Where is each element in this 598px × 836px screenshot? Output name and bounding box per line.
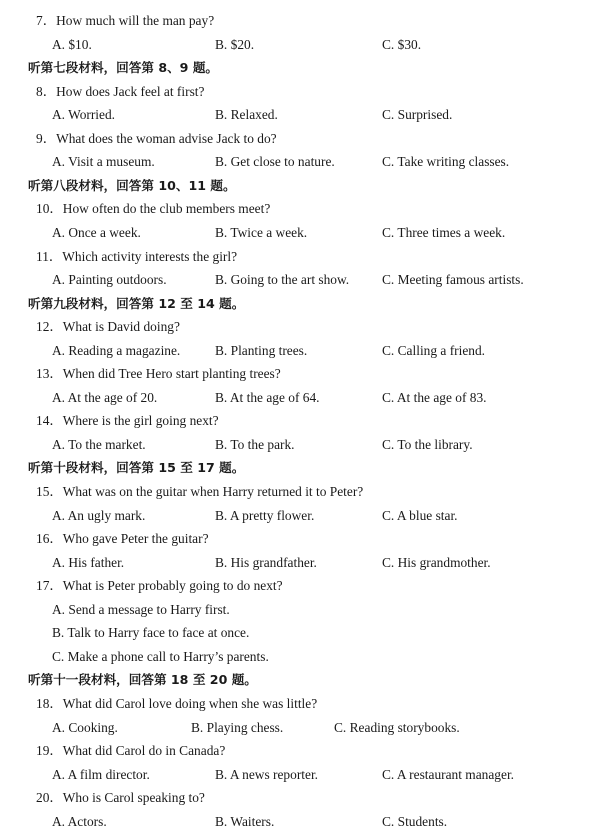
answer-option: A. Once a week.	[52, 225, 141, 240]
question-text: 7．How much will the man pay?	[36, 13, 215, 28]
answer-option: C. Make a phone call to Harry’s parents.	[52, 649, 269, 664]
answer-option: C. Three times a week.	[382, 225, 506, 240]
answer-option: C. $30.	[382, 37, 422, 52]
answer-option: B. To the park.	[215, 437, 295, 452]
answer-option: C. To the library.	[382, 437, 473, 452]
answer-option: C. Surprised.	[382, 107, 453, 122]
question-text: 9．What does the woman advise Jack to do?	[36, 131, 277, 146]
question-text: 16．Who gave Peter the guitar?	[36, 531, 209, 546]
section-heading: 听第十一段材料，回答第 18 至 20 题。	[28, 672, 257, 687]
question-text: 14．Where is the girl going next?	[36, 413, 219, 428]
answer-option: B. Twice a week.	[215, 225, 308, 240]
question-text: 13．When did Tree Hero start planting trees?	[36, 366, 281, 381]
answer-option: C. A restaurant manager.	[382, 767, 515, 782]
question-text: 10．How often do the club members meet?	[36, 201, 271, 216]
answer-option: C. His grandmother.	[382, 555, 491, 570]
answer-option: B. A news reporter.	[215, 767, 319, 782]
answer-option: C. Take writing classes.	[382, 154, 510, 169]
answer-option: C. Reading storybooks.	[334, 720, 460, 735]
section-heading: 听第九段材料，回答第 12 至 14 题。	[28, 296, 245, 311]
answer-option: B. $20.	[215, 37, 255, 52]
answer-option: B. Talk to Harry face to face at once.	[52, 625, 250, 640]
section-heading: 听第七段材料，回答第 8、9 题。	[28, 60, 219, 75]
answer-option: A. Worried.	[52, 107, 116, 122]
answer-option: A. Visit a museum.	[52, 154, 155, 169]
answer-option: A. At the age of 20.	[52, 390, 158, 405]
answer-option: A. An ugly mark.	[52, 508, 146, 523]
answer-option: C. Meeting famous artists.	[382, 272, 524, 287]
question-text: 11．Which activity interests the girl?	[36, 249, 238, 264]
question-text: 15．What was on the guitar when Harry returned it to Peter?	[36, 484, 364, 499]
answer-option: A. Send a message to Harry first.	[52, 602, 230, 617]
answer-option: C. At the age of 83.	[382, 390, 487, 405]
question-text: 17．What is Peter probably going to do next?	[36, 578, 283, 593]
answer-option: A. Reading a magazine.	[52, 343, 181, 358]
question-text: 18．What did Carol love doing when she was little?	[36, 696, 318, 711]
answer-option: B. Get close to nature.	[215, 154, 335, 169]
answer-option: A. To the market.	[52, 437, 146, 452]
answer-option: B. Playing chess.	[191, 720, 284, 735]
answer-option: A. Painting outdoors.	[52, 272, 167, 287]
answer-option: B. Going to the art show.	[215, 272, 350, 287]
answer-option: C. Calling a friend.	[382, 343, 486, 358]
answer-option: B. Waiters.	[215, 814, 275, 829]
question-text: 12．What is David doing?	[36, 319, 180, 334]
question-text: 19．What did Carol do in Canada?	[36, 743, 226, 758]
question-text: 20．Who is Carol speaking to?	[36, 790, 205, 805]
answer-option: B. At the age of 64.	[215, 390, 320, 405]
answer-option: C. Students.	[382, 814, 448, 829]
answer-option: A. His father.	[52, 555, 125, 570]
answer-option: A. Cooking.	[52, 720, 118, 735]
question-text: 8．How does Jack feel at first?	[36, 84, 205, 99]
section-heading: 听第八段材料，回答第 10、11 题。	[28, 178, 236, 193]
answer-option: B. Relaxed.	[215, 107, 278, 122]
answer-option: B. His grandfather.	[215, 555, 317, 570]
answer-option: A. Actors.	[52, 814, 107, 829]
answer-option: A. A film director.	[52, 767, 150, 782]
section-heading: 听第十段材料，回答第 15 至 17 题。	[28, 460, 245, 475]
answer-option: B. A pretty flower.	[215, 508, 315, 523]
answer-option: C. A blue star.	[382, 508, 458, 523]
answer-option: A. $10.	[52, 37, 92, 52]
answer-option: B. Planting trees.	[215, 343, 308, 358]
